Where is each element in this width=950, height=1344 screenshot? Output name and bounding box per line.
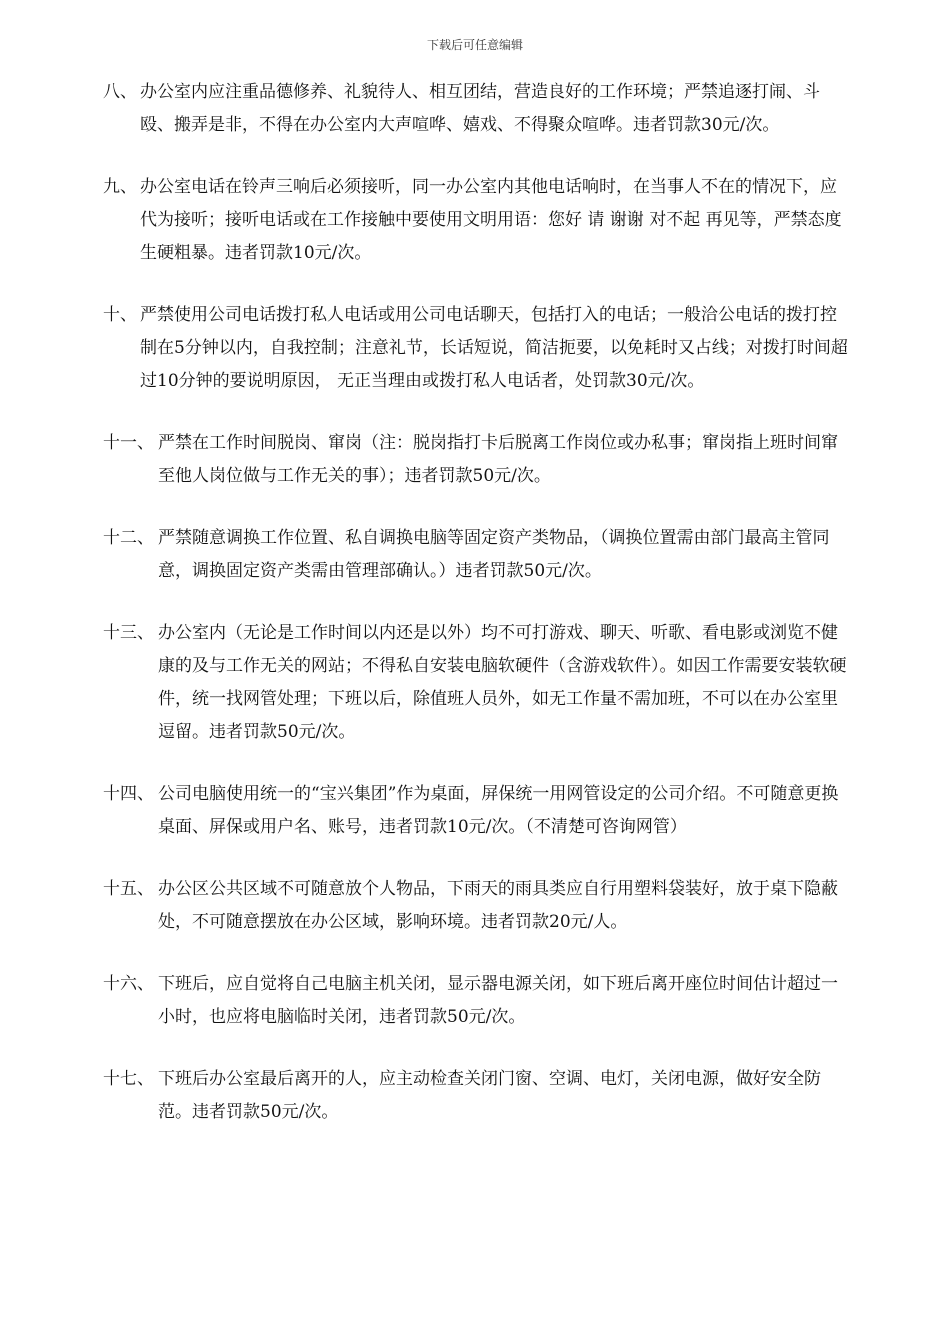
- clause-17: [0, 1063, 950, 1129]
- clause-text: 下班后，应自觉将自己电脑主机关闭，显示器电源关闭，如下班后离开座位时间估计超过一小时，也应将电脑临时关闭，违者罚款50元/次。: [158, 974, 838, 1027]
- clause-marker: 九、: [103, 177, 137, 197]
- clause-text: 严禁在工作时间脱岗、窜岗（注：脱岗指打卡后脱离工作岗位或办私事；窜岗指上班时间窜至他人岗位做与工作无关的事）；违者罚款50元/次。: [158, 433, 838, 486]
- clause-text: 下班后办公室最后离开的人，应主动检查关闭门窗、空调、电灯，关闭电源，做好安全防范。违者罚款50元/次。: [158, 1069, 821, 1122]
- clause-text: 办公区公共区域不可随意放个人物品，下雨天的雨具类应自行用塑料袋装好，放于桌下隐蔽处，不可随意摆放在办公区域，影响环境。违者罚款20元/人。: [158, 879, 838, 932]
- clause-text: 公司电脑使用统一的“宝兴集团”作为桌面，屏保统一用网管设定的公司介绍。不可随意更换桌面、屏保或用户名、账号，违者罚款10元/次。（不清楚可咨询网管）: [158, 784, 839, 837]
- clause-12: [0, 522, 950, 588]
- clause-marker: 十六、: [103, 974, 154, 994]
- page-header: 下载后可任意编辑: [426, 38, 523, 52]
- clause-text: 严禁随意调换工作位置、私自调换电脑等固定资产类物品，（调换位置需由部门最高主管同意，调换固定资产类需由管理部确认。）违者罚款50元/次。: [158, 528, 830, 581]
- clause-marker: 十、: [103, 305, 137, 325]
- clause-10: [0, 299, 950, 398]
- clause-marker: 十三、: [103, 623, 154, 643]
- document-body: [0, 76, 950, 1129]
- clause-8: [0, 76, 950, 142]
- clause-marker: 十七、: [103, 1069, 154, 1089]
- clause-marker: 八、: [103, 82, 137, 102]
- clause-marker: 十四、: [103, 784, 154, 804]
- clause-11: [0, 427, 950, 493]
- clause-marker: 十一、: [103, 433, 154, 453]
- clause-9: [0, 171, 950, 270]
- clause-text: 办公室内应注重品德修养、礼貌待人、相互团结，营造良好的工作环境；严禁追逐打闹、斗殴、搬弄是非，不得在办公室内大声喧哗、嬉戏、不得聚众喧哗。违者罚款30元/次。: [140, 82, 820, 135]
- clause-marker: 十二、: [103, 528, 154, 548]
- clause-text: 严禁使用公司电话拨打私人电话或用公司电话聊天，包括打入的电话；一般洽公电话的拨打控制在5分钟以内，自我控制；注意礼节，长话短说，简洁扼要，以免耗时又占线；对拨打时间超过10分钟的要说明原因， 无正当理由或拨打私人电话者，处罚款30元/次。: [140, 305, 848, 391]
- clause-marker: 十五、: [103, 879, 154, 899]
- clause-text: 办公室内（无论是工作时间以内还是以外）均不可打游戏、聊天、听歌、看电影或浏览不健康的及与工作无关的网站；不得私自安装电脑软硬件（含游戏软件）。如因工作需要安装软硬件，统一找网管处理；下班以后，除值班人员外，如无工作量不需加班，不可以在办公室里逗留。违者罚款50元/次。: [158, 623, 847, 742]
- clause-15: [0, 873, 950, 939]
- clause-14: [0, 778, 950, 844]
- clause-text: 办公室电话在铃声三响后必须接听，同一办公室内其他电话响时，在当事人不在的情况下，应代为接听；接听电话或在工作接触中要使用文明用语：您好 请 谢谢 对不起 再见等，严禁态度生硬粗暴。违者罚款10元/次。: [140, 177, 842, 263]
- clause-13: [0, 617, 950, 749]
- clause-16: [0, 968, 950, 1034]
